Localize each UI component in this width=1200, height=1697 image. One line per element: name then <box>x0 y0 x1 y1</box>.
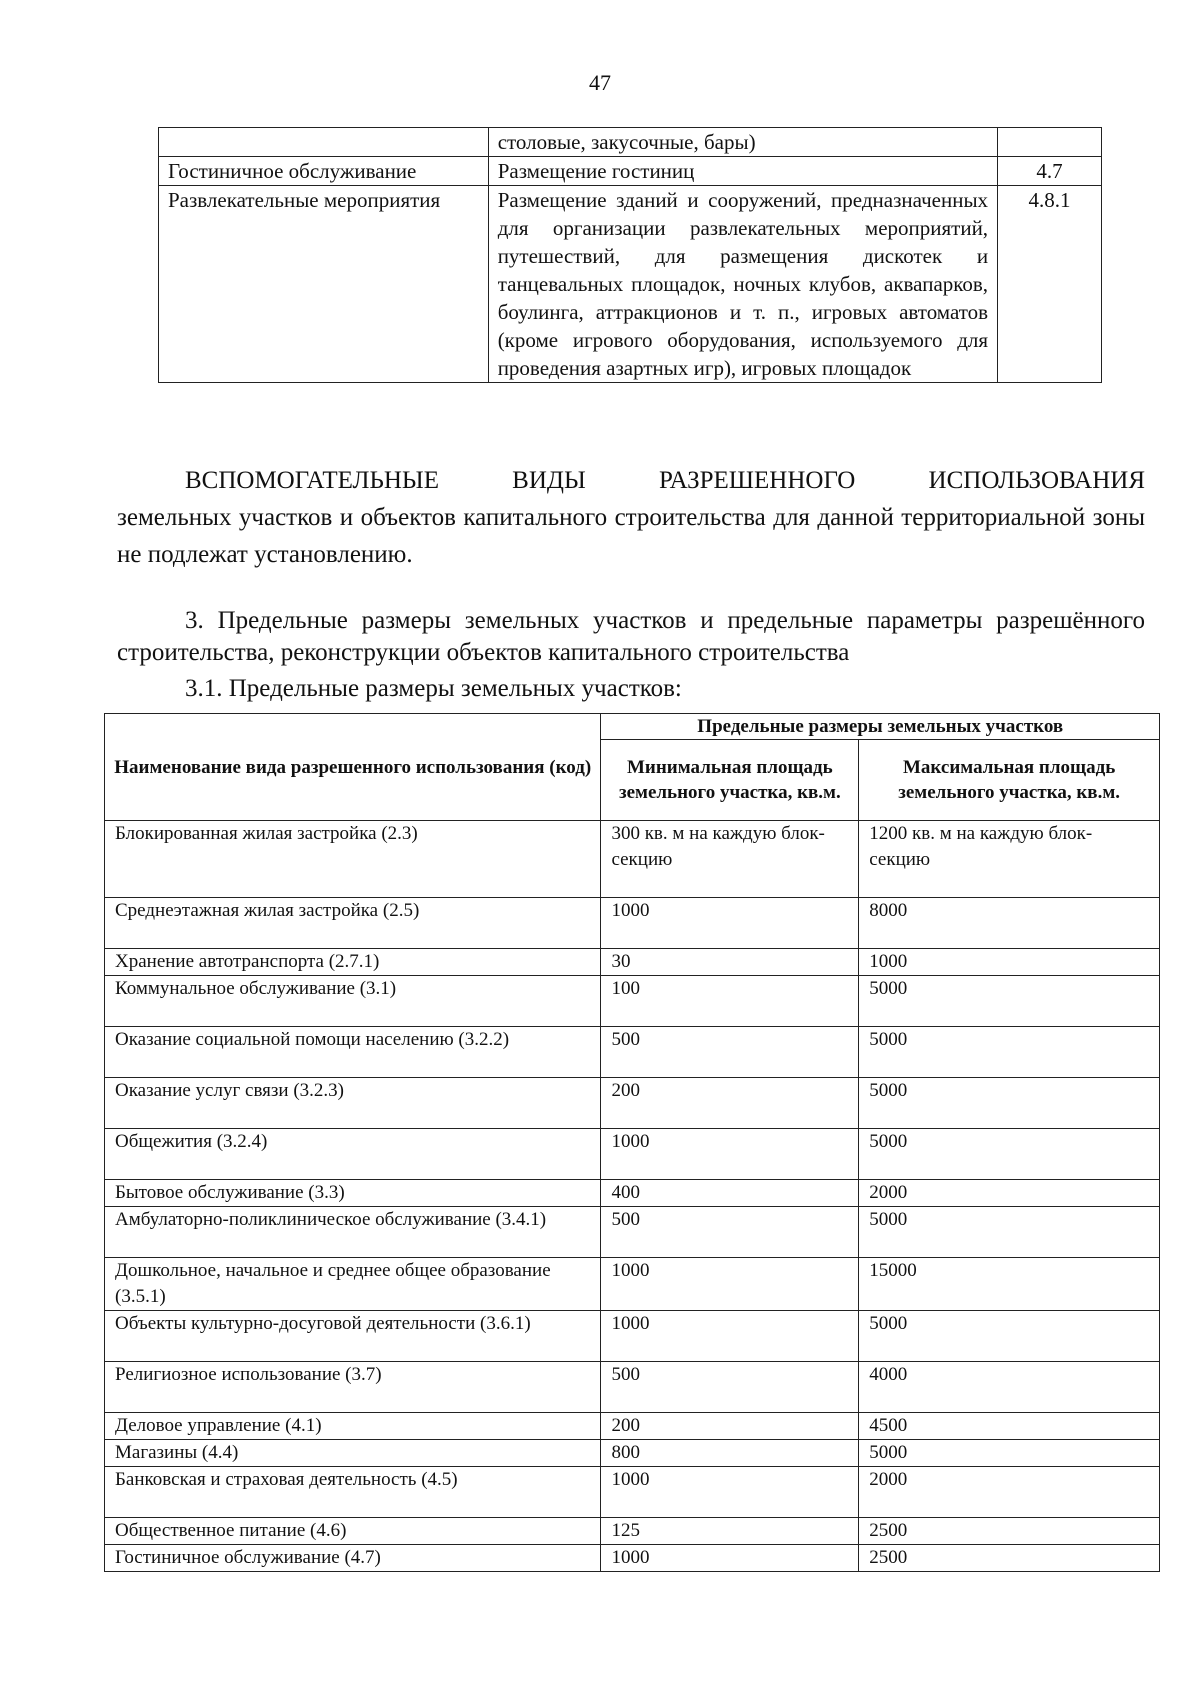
max-area-cell: 2500 <box>859 1518 1160 1545</box>
use-description-cell: Размещение гостиниц <box>488 157 997 186</box>
max-area-cell: 5000 <box>859 1207 1160 1258</box>
use-name-cell <box>159 128 489 157</box>
continuation-table <box>158 127 1102 383</box>
use-name-cell: Религиозное использование (3.7) <box>105 1362 601 1413</box>
use-name-cell: Коммунальное обслуживание (3.1) <box>105 976 601 1027</box>
use-name-cell: Оказание услуг связи (3.2.3) <box>105 1078 601 1129</box>
min-area-cell: 1000 <box>601 1545 859 1572</box>
table-row <box>105 1258 1160 1311</box>
min-area-cell: 1000 <box>601 1467 859 1518</box>
min-area-cell: 100 <box>601 976 859 1027</box>
min-area-cell: 1000 <box>601 1258 859 1311</box>
use-name-cell: Оказание социальной помощи населению (3.2.2) <box>105 1027 601 1078</box>
min-area-cell: 30 <box>601 949 859 976</box>
min-area-cell: 500 <box>601 1027 859 1078</box>
max-area-cell: 5000 <box>859 1440 1160 1467</box>
max-area-cell: 5000 <box>859 1311 1160 1362</box>
max-area-cell: 4000 <box>859 1362 1160 1413</box>
use-name-cell: Общежития (3.2.4) <box>105 1129 601 1180</box>
max-area-cell: 2500 <box>859 1545 1160 1572</box>
use-name-cell: Магазины (4.4) <box>105 1440 601 1467</box>
max-area-cell: 1000 <box>859 949 1160 976</box>
section-3-heading: 3. Предельные размеры земельных участков и предельные параметры разрешённого строительства, реконструкции объектов капитального строительства <box>117 607 1145 666</box>
max-area-cell: 5000 <box>859 1027 1160 1078</box>
use-code-cell <box>998 128 1102 157</box>
use-name-cell: Гостиничное обслуживание (4.7) <box>105 1545 601 1572</box>
min-area-cell: 200 <box>601 1413 859 1440</box>
max-area-cell: 5000 <box>859 1129 1160 1180</box>
max-area-cell: 8000 <box>859 898 1160 949</box>
use-code-cell: 4.7 <box>998 157 1102 186</box>
table-row <box>105 1440 1160 1467</box>
use-name-cell: Дошкольное, начальное и среднее общее образование (3.5.1) <box>105 1258 601 1311</box>
min-area-cell: 300 кв. м на каждую блок-секцию <box>601 821 859 898</box>
use-name-cell: Бытовое обслуживание (3.3) <box>105 1180 601 1207</box>
min-area-cell: 500 <box>601 1362 859 1413</box>
use-description-cell: Размещение зданий и сооружений, предназначенных для организации развлекательных мероприятий, путешествий, для размещения дискотек и танцевальных площадок, ночных клубов, аквапарков, боулинга, аттракционов и т. п., игровых автоматов (кроме игрового оборудования, используемого для проведения азартных игр), игровых площадок <box>488 186 997 383</box>
min-area-cell: 1000 <box>601 898 859 949</box>
table-row <box>105 1545 1160 1572</box>
header-plot-sizes: Предельные размеры земельных участков <box>601 714 1160 740</box>
use-name-cell: Банковская и страховая деятельность (4.5) <box>105 1467 601 1518</box>
min-area-cell: 200 <box>601 1078 859 1129</box>
use-name-cell: Блокированная жилая застройка (2.3) <box>105 821 601 898</box>
table-row <box>105 898 1160 949</box>
auxiliary-uses-heading-line: ВСПОМОГАТЕЛЬНЫЕ ВИДЫ РАЗРЕШЕННОГО ИСПОЛЬЗОВАНИЯ <box>185 467 1145 494</box>
table-row <box>105 1467 1160 1518</box>
min-area-cell: 400 <box>601 1180 859 1207</box>
use-name-cell: Гостиничное обслуживание <box>159 157 489 186</box>
use-name-cell: Деловое управление (4.1) <box>105 1413 601 1440</box>
use-name-cell: Общественное питание (4.6) <box>105 1518 601 1545</box>
use-description-cell: столовые, закусочные, бары) <box>488 128 997 157</box>
max-area-cell: 15000 <box>859 1258 1160 1311</box>
table-row <box>105 821 1160 898</box>
min-area-cell: 125 <box>601 1518 859 1545</box>
section-3-1-heading: 3.1. Предельные размеры земельных участков: <box>185 675 682 702</box>
max-area-cell: 5000 <box>859 1078 1160 1129</box>
table-row <box>105 1180 1160 1207</box>
max-area-cell: 2000 <box>859 1180 1160 1207</box>
use-name-cell: Среднеэтажная жилая застройка (2.5) <box>105 898 601 949</box>
table-row <box>159 157 1102 186</box>
use-name-cell: Развлекательные мероприятия <box>159 186 489 383</box>
table-row <box>105 1311 1160 1362</box>
table-row <box>105 1362 1160 1413</box>
header-use-name: Наименование вида разрешенного использования (код) <box>105 714 601 821</box>
table-row <box>105 949 1160 976</box>
auxiliary-uses-paragraph <box>117 462 1145 573</box>
table-row <box>105 1027 1160 1078</box>
min-area-cell: 800 <box>601 1440 859 1467</box>
table-row <box>105 1078 1160 1129</box>
use-code-cell: 4.8.1 <box>998 186 1102 383</box>
min-area-cell: 1000 <box>601 1129 859 1180</box>
table-row <box>105 1518 1160 1545</box>
max-area-cell: 1200 кв. м на каждую блок-секцию <box>859 821 1160 898</box>
table-row <box>105 1207 1160 1258</box>
table-row <box>105 976 1160 1027</box>
table-row <box>159 186 1102 383</box>
max-area-cell: 5000 <box>859 976 1160 1027</box>
auxiliary-uses-text: земельных участков и объектов капитального строительства для данной территориальной зоны не подлежат установлению. <box>117 504 1145 568</box>
use-name-cell: Хранение автотранспорта (2.7.1) <box>105 949 601 976</box>
table-row <box>159 128 1102 157</box>
table-row <box>105 1413 1160 1440</box>
use-name-cell: Амбулаторно-поликлиническое обслуживание (3.4.1) <box>105 1207 601 1258</box>
page-number: 47 <box>589 70 611 95</box>
min-area-cell: 500 <box>601 1207 859 1258</box>
use-name-cell: Объекты культурно-досуговой деятельности (3.6.1) <box>105 1311 601 1362</box>
max-area-cell: 4500 <box>859 1413 1160 1440</box>
min-area-cell: 1000 <box>601 1311 859 1362</box>
header-min-area: Минимальная площадь земельного участка, кв.м. <box>601 740 859 821</box>
max-area-cell: 2000 <box>859 1467 1160 1518</box>
header-max-area: Максимальная площадь земельного участка, кв.м. <box>859 740 1160 821</box>
plot-size-table <box>104 713 1160 1572</box>
table-row <box>105 1129 1160 1180</box>
